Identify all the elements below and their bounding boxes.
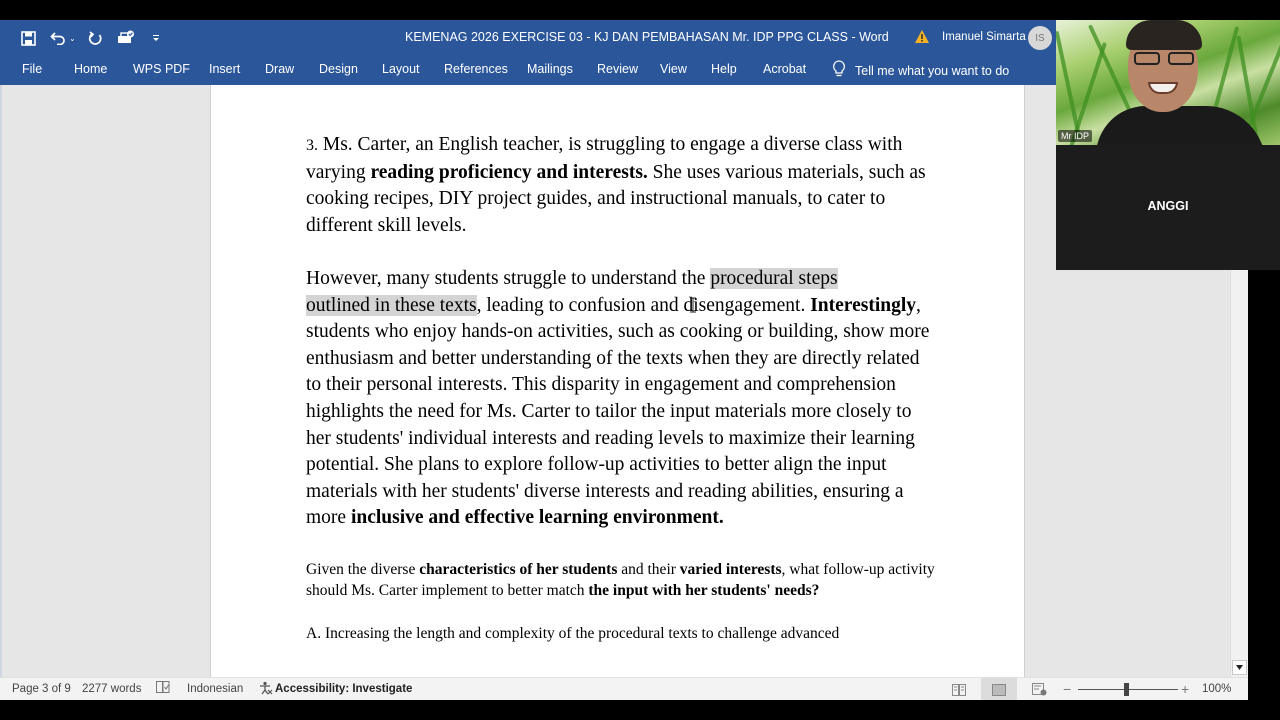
tab-wps-pdf[interactable]: WPS PDF [133,62,190,76]
user-avatar[interactable]: IS [1028,26,1052,50]
speaker-glasses [1134,52,1194,66]
text-cursor-ibeam-icon [689,297,697,313]
zoom-slider-thumb[interactable] [1124,683,1129,696]
screen-bottom-border [0,700,1280,720]
quick-access-toolbar [18,28,166,48]
tab-file[interactable]: File [22,62,43,76]
tab-review[interactable]: Review [597,62,638,76]
participant-tile[interactable] [1056,145,1280,270]
screen-top-border [0,0,1280,20]
participant-name: ANGGI [1147,199,1189,213]
user-name[interactable]: Imanuel Simarta [942,31,1026,43]
speaker-body [1096,106,1266,145]
arrow-down-icon [1236,665,1243,670]
lightbulb-icon [832,60,846,81]
print-preview-icon[interactable] [116,28,136,48]
read-mode-icon [952,684,966,696]
web-layout-button[interactable] [1021,678,1057,700]
redo-icon[interactable] [86,28,106,48]
tab-design[interactable]: Design [319,62,358,76]
page-content[interactable] [306,132,936,665]
language-indicator[interactable]: Indonesian [187,683,244,695]
video-call-panel [1056,20,1280,270]
question-number: 3. [306,137,318,154]
question-prompt: Given the diverse characteristics of her students and their varied interests, what follow-up activity should Ms. Carter implement to better match the input with her students' needs? [306,560,935,599]
tell-me-search[interactable] [832,60,1009,81]
context-paragraph: However, many students struggle to understand the procedural steps outlined in these texts, leading to confusion and disengagement. Interestingly, students who enjoy hands-on activities, such as cooking or building, show more enthusiasm and better understanding of the texts when they are directly related to their personal interests. This disparity in engagement and comprehension highlights the need for Ms. Carter to tailor the input materials more closely to her students' individual interests and reading levels to maximize their learning potential. She plans to explore follow-up activities to better align the input materials with her students' diverse interests and reading abilities, ensuring a more inclusive and effective learning environment. [306,267,930,529]
tab-references[interactable]: References [444,62,508,76]
tab-help[interactable]: Help [711,62,737,76]
warning-icon[interactable] [914,29,930,49]
page-indicator[interactable]: Page 3 of 9 [12,683,71,695]
undo-dropdown-icon[interactable]: ⌄ [69,33,76,43]
tab-layout[interactable]: Layout [382,62,420,76]
accessibility-icon[interactable] [258,681,273,699]
screen-right-border [1248,270,1280,720]
web-layout-icon [1032,683,1047,696]
tab-view[interactable]: View [660,62,687,76]
read-mode-button[interactable] [941,678,977,700]
tab-acrobat[interactable]: Acrobat [763,62,807,76]
save-icon[interactable] [18,28,38,48]
document-page[interactable] [210,85,1025,677]
status-bar [0,677,1248,700]
speaker-video-feed[interactable] [1056,20,1280,145]
zoom-in-button[interactable]: + [1181,681,1190,697]
speaker-name-label: Mr IDP [1058,130,1092,142]
document-title: KEMENAG 2026 EXERCISE 03 - KJ DAN PEMBAHASAN Mr. IDP PPG CLASS - Word [405,30,889,44]
tab-insert[interactable]: Insert [209,62,241,76]
zoom-out-button[interactable]: − [1063,681,1072,697]
print-layout-button[interactable] [981,678,1017,700]
question-stem-paragraph: 3. Ms. Carter, an English teacher, is struggling to engage a diverse class with varying reading proficiency and interests. She uses various materials, such as cooking recipes, DIY project guides, and instructional manuals, to cater to different skill levels. [306,134,926,236]
tab-home[interactable]: Home [74,62,108,76]
customize-qat-icon[interactable] [146,28,166,48]
scroll-down-button[interactable] [1232,660,1247,675]
document-canvas [0,85,1230,677]
tell-me-label: Tell me what you want to do [855,63,1010,78]
accessibility-status[interactable]: Accessibility: Investigate [275,683,413,695]
proofing-icon[interactable] [156,681,170,697]
tab-mailings[interactable]: Mailings [527,62,573,76]
print-layout-icon [992,684,1006,696]
tab-draw[interactable]: Draw [265,62,295,76]
undo-icon[interactable] [48,28,68,48]
answer-option-a: A. Increasing the length and complexity of the procedural texts to challenge advanced [306,624,840,642]
highlighted-text: procedural steps [710,267,838,289]
zoom-level[interactable]: 100% [1202,683,1232,695]
word-count[interactable]: 2277 words [82,683,142,695]
highlighted-text: outlined in these texts [306,294,477,316]
